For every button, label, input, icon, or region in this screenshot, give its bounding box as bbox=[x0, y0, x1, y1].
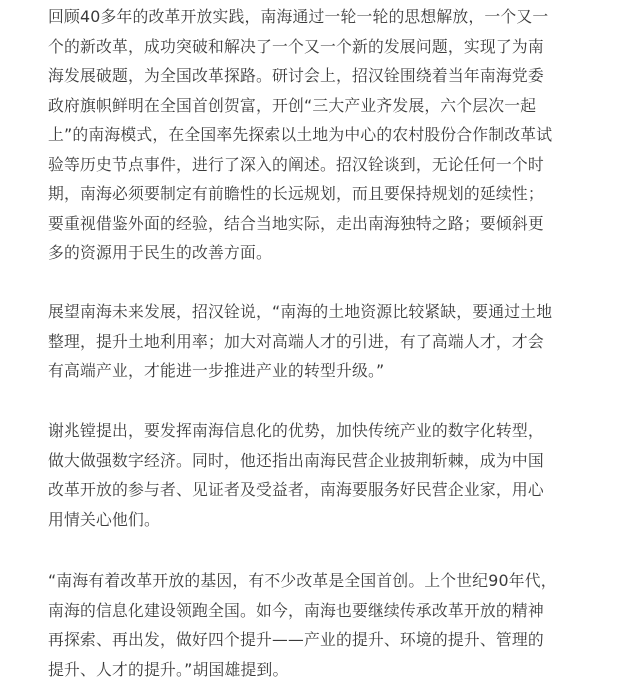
text-line: 政府旗帜鲜明在全国首创贺富，开创“三大产业齐发展，六个层次一起 bbox=[48, 95, 537, 115]
text-line: “南海有着改革开放的基因，有不少改革是全国首创。上个世纪90年代， bbox=[48, 571, 557, 590]
paragraph-reform-gene bbox=[48, 566, 557, 684]
text-line: 谢兆镗提出，要发挥南海信息化的优势，加快传统产业的数字化转型， bbox=[48, 421, 544, 440]
text-line: 验等历史节点事件，进行了深入的阐述。招汉铨谈到，无论任何一个时 bbox=[48, 154, 544, 174]
text-line: 做大做强数字经济。同时，他还指出南海民营企业披荆斩棘，成为中国 bbox=[48, 450, 544, 470]
text-line: 上”的南海模式，在全国率先探索以土地为中心的农村股份合作制改革试 bbox=[48, 125, 553, 144]
text-line: 要重视借鉴外面的经验，结合当地实际，走出南海独特之路；要倾斜更 bbox=[48, 213, 544, 233]
paragraph-future-outlook bbox=[48, 297, 552, 386]
text-line: 有高端产业，才能进一步推进产业的转型升级。” bbox=[48, 361, 385, 380]
text-line: 期，南海必须要制定有前瞻性的长远规划，而且要保持规划的延续性； bbox=[48, 184, 544, 203]
text-line: 再探索、再出发，做好四个提升——产业的提升、环境的提升、管理的 bbox=[48, 630, 544, 649]
text-line: 用情关心他们。 bbox=[48, 509, 160, 529]
text-line: 提升、人才的提升。”胡国雄提到。 bbox=[48, 659, 289, 679]
text-line: 多的资源用于民生的改善方面。 bbox=[48, 243, 272, 262]
text-line: 整理，提升土地利用率；加大对高端人才的引进，有了高端人才，才会 bbox=[48, 331, 544, 351]
text-line: 海发展破题，为全国改革探路。研讨会上，招汉铨围绕着当年南海党委 bbox=[48, 66, 544, 85]
text-line: 南海的信息化建设领跑全国。如今，南海也要继续传承改革开放的精神 bbox=[48, 600, 544, 620]
text-line: 个的新改革，成功突破和解决了一个又一个新的发展问题，实现了为南 bbox=[48, 36, 544, 56]
text-line: 回顾40多年的改革开放实践，南海通过一轮一轮的思想解放，一个又一 bbox=[48, 7, 549, 26]
text-line: 展望南海未来发展，招汉铨说，“南海的土地资源比较紧缺，要通过土地 bbox=[48, 302, 553, 321]
paragraph-digital-economy bbox=[48, 416, 544, 534]
text-line: 改革开放的参与者、见证者及受益者，南海要服务好民营企业家，用心 bbox=[48, 480, 544, 499]
paragraph-reform-history bbox=[48, 2, 552, 268]
